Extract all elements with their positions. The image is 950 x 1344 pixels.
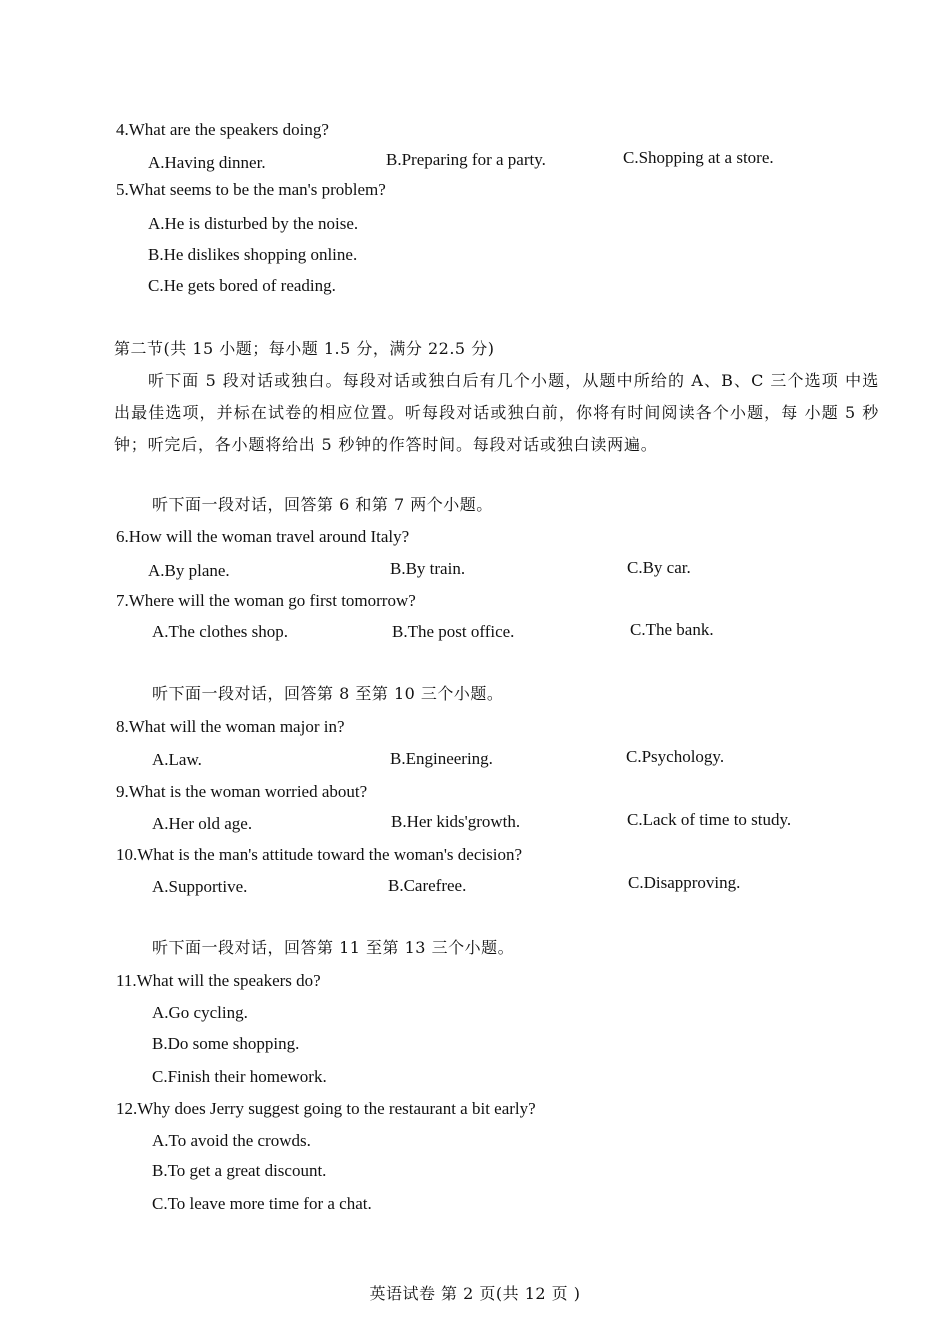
q6-option-a: A.By plane. xyxy=(148,561,230,580)
q11-option-c: C.Finish their homework. xyxy=(152,1067,327,1086)
q12-option-b: B.To get a great discount. xyxy=(152,1161,327,1180)
q7-option-c: C.The bank. xyxy=(630,620,714,639)
q5-option-c: C.He gets bored of reading. xyxy=(148,276,336,295)
q12-option-c: C.To leave more time for a chat. xyxy=(152,1194,372,1213)
question-8: 8.What will the woman major in? xyxy=(116,717,345,736)
question-9: 9.What is the woman worried about? xyxy=(116,782,368,801)
question-4: 4.What are the speakers doing? xyxy=(116,120,329,139)
q8-option-a: A.Law. xyxy=(152,750,202,769)
section2-instructions: 听下面 5 段对话或独白。每段对话或独白后有几个小题，从题中所给的 A、B、C 三个选项 中选出最佳选项，并标在试卷的相应位置。听每段对话或独白前，你将有时间阅读各个小题，每 小题 5 秒钟；听完后，各小题将给出 5 秒钟的作答时间。每段对话或独白读两遍。 xyxy=(114,371,879,454)
q6-option-c: C.By car. xyxy=(627,558,691,577)
q10-option-b: B.Carefree. xyxy=(388,876,467,895)
q7-option-a: A.The clothes shop. xyxy=(152,622,288,641)
q6-option-b: B.By train. xyxy=(390,559,466,578)
question-5: 5.What seems to be the man's problem? xyxy=(116,180,386,199)
q10-option-c: C.Disapproving. xyxy=(628,873,741,892)
q4-option-b: B.Preparing for a party. xyxy=(386,150,546,169)
q5-option-a: A.He is disturbed by the noise. xyxy=(148,214,359,233)
page-footer: 英语试卷 第 2 页(共 12 页 ) xyxy=(369,1284,581,1303)
q9-option-a: A.Her old age. xyxy=(152,814,253,833)
q9-option-b: B.Her kids'growth. xyxy=(391,812,521,831)
q11-option-a: A.Go cycling. xyxy=(152,1003,248,1022)
q10-option-a: A.Supportive. xyxy=(152,877,248,896)
group3-prompt: 听下面一段对话，回答第 11 至第 13 三个小题。 xyxy=(152,938,515,957)
group2-prompt: 听下面一段对话，回答第 8 至第 10 三个小题。 xyxy=(152,684,504,703)
q9-option-c: C.Lack of time to study. xyxy=(627,810,792,829)
group1-prompt: 听下面一段对话，回答第 6 和第 7 两个小题。 xyxy=(152,495,493,514)
q4-option-c: C.Shopping at a store. xyxy=(623,148,774,167)
question-6: 6.How will the woman travel around Italy? xyxy=(116,527,410,546)
q8-option-b: B.Engineering. xyxy=(390,749,493,768)
q8-option-c: C.Psychology. xyxy=(626,747,725,766)
q5-option-b: B.He dislikes shopping online. xyxy=(148,245,358,264)
question-7: 7.Where will the woman go first tomorrow? xyxy=(116,591,416,610)
q12-option-a: A.To avoid the crowds. xyxy=(152,1131,311,1150)
question-12: 12.Why does Jerry suggest going to the restaurant a bit early? xyxy=(116,1099,536,1118)
question-11: 11.What will the speakers do? xyxy=(116,971,321,990)
section2-heading: 第二节(共 15 小题；每小题 1.5 分，满分 22.5 分) xyxy=(114,339,495,358)
q7-option-b: B.The post office. xyxy=(392,622,515,641)
q4-option-a: A.Having dinner. xyxy=(148,153,266,172)
q11-option-b: B.Do some shopping. xyxy=(152,1034,300,1053)
question-10: 10.What is the man's attitude toward the woman's decision? xyxy=(116,845,522,864)
